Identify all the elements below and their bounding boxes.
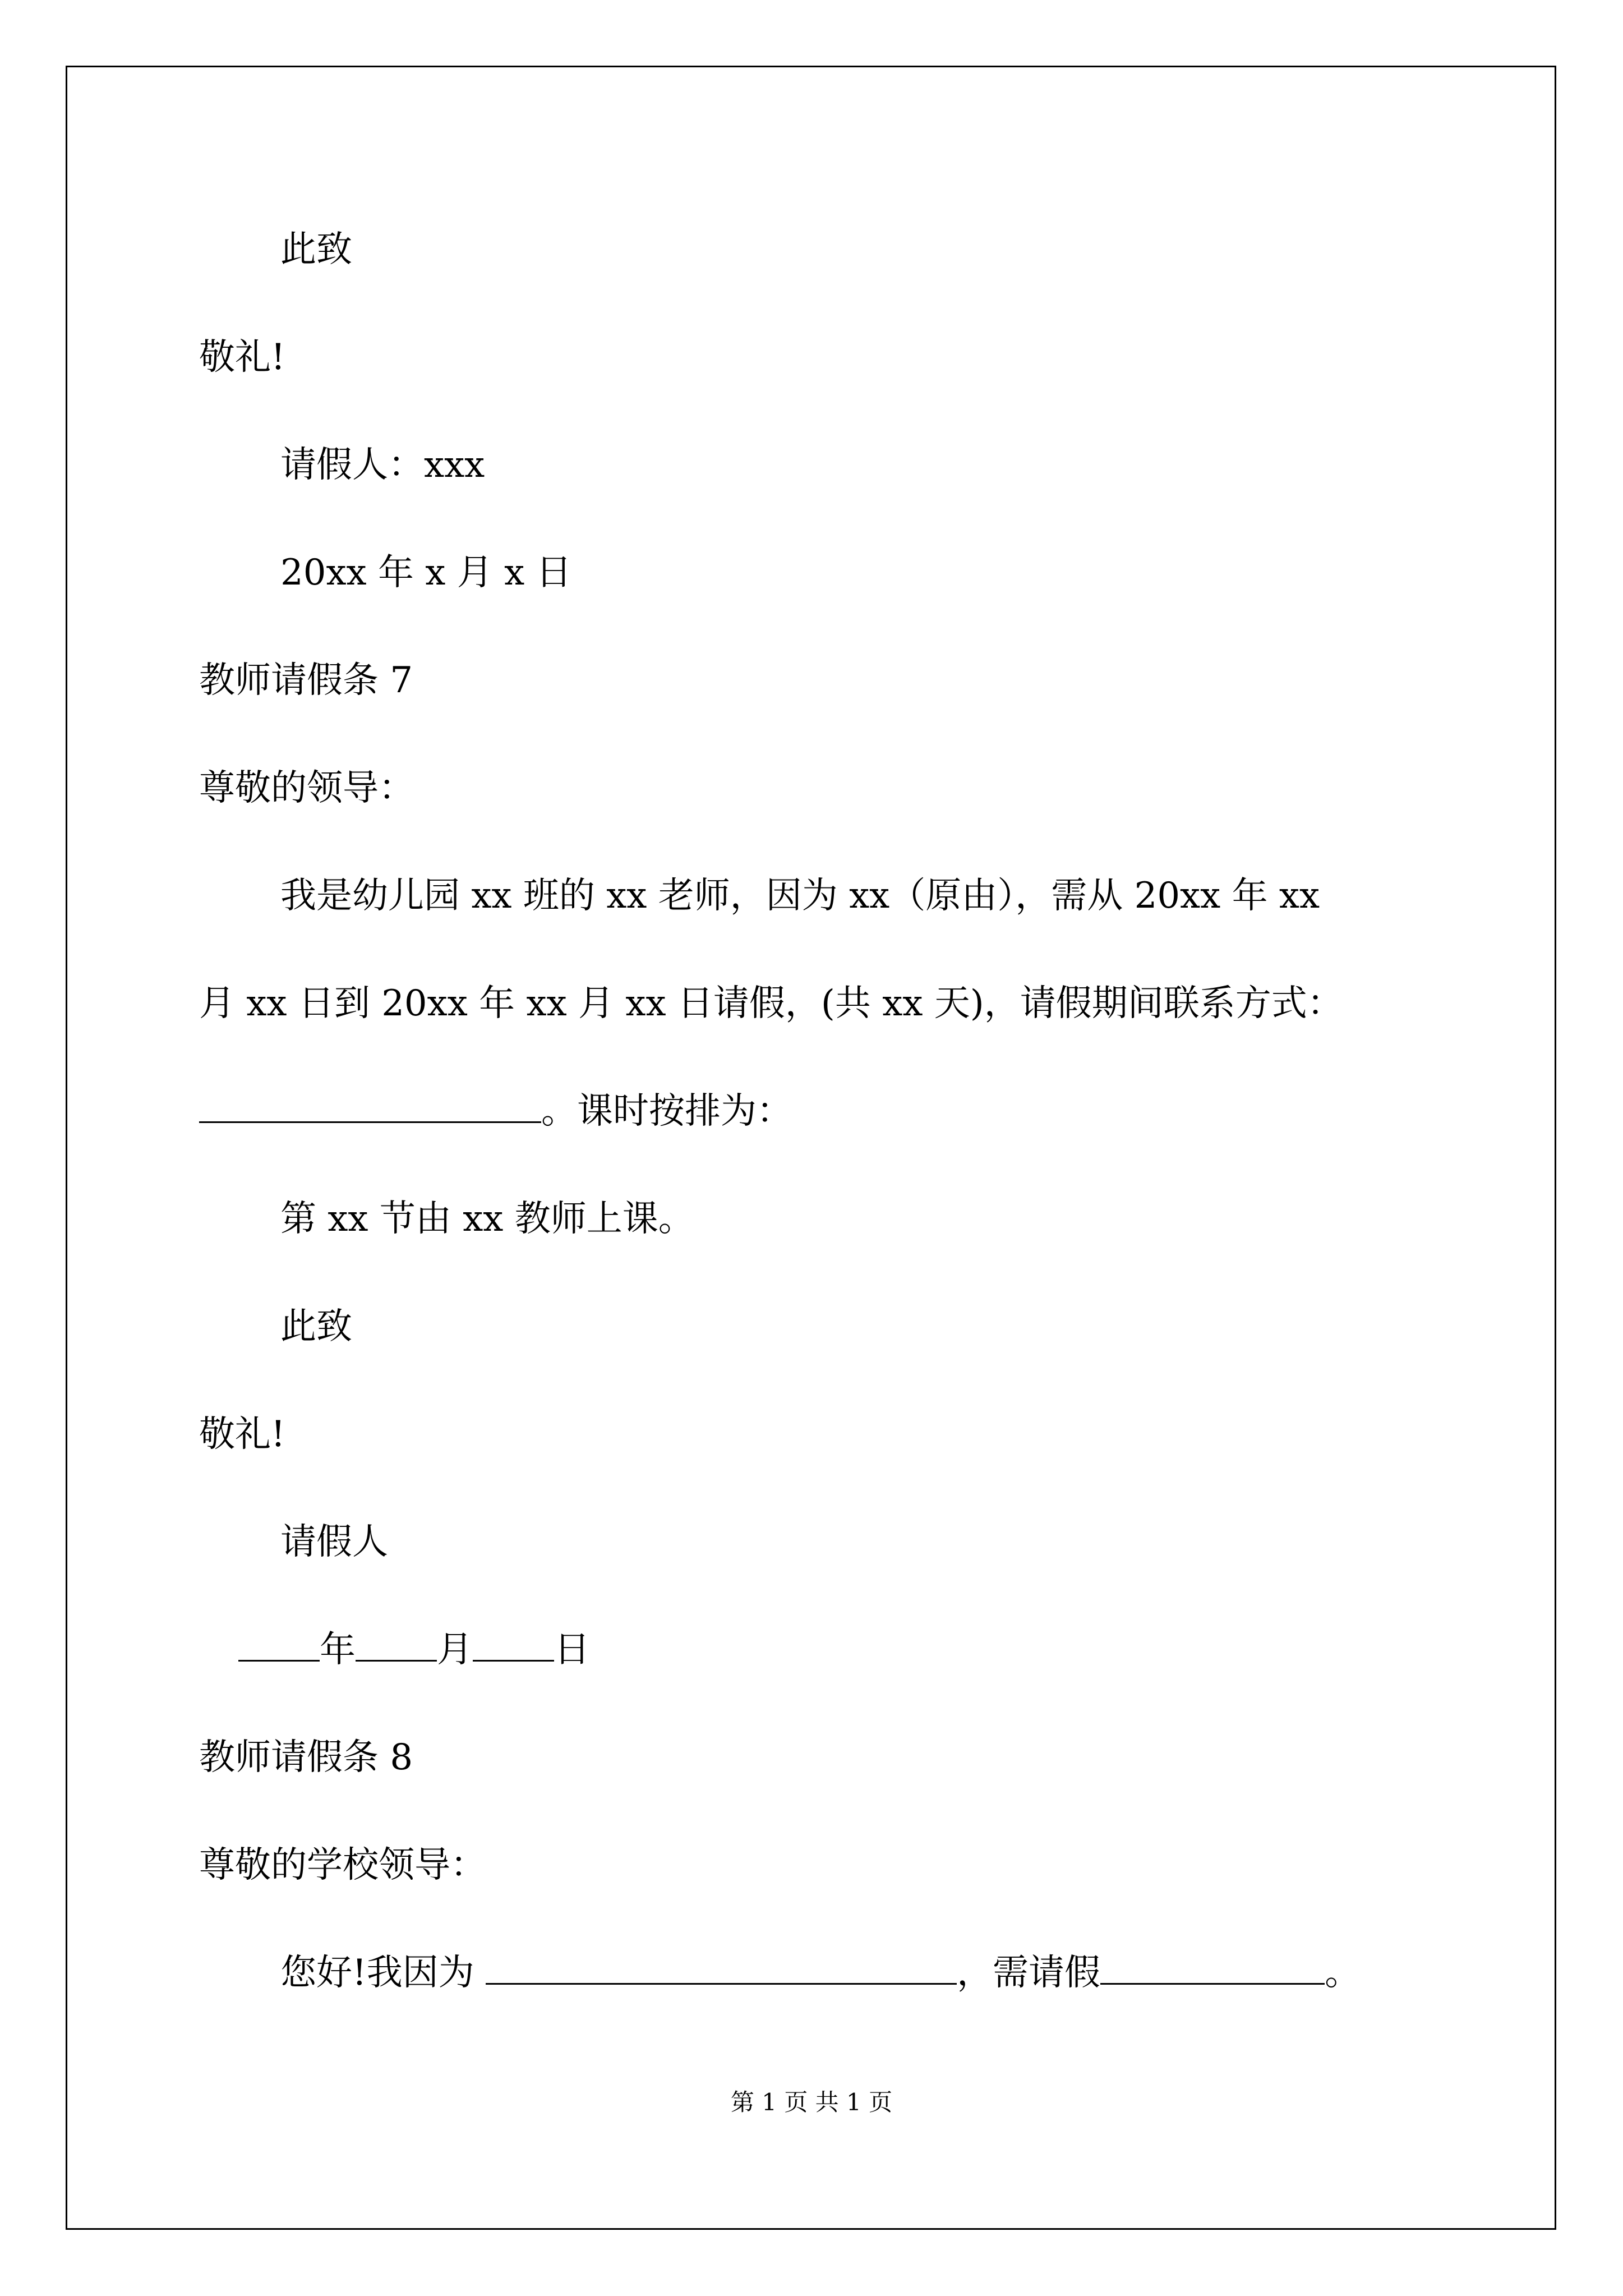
closing-cizhi: 此致 [280,229,352,270]
duration-blank [1100,1950,1325,1985]
section-title-8: 教师请假条 8 [199,1737,413,1778]
signature-requester: 请假人 [280,1521,388,1563]
contact-blank [199,1089,541,1123]
signature-date: 20xx 年 x 月 x 日 [280,552,572,593]
body-paragraph-line-1 [280,1950,1361,1995]
closing-cizhi: 此致 [280,1306,352,1347]
end-punctuation: 。 [1325,1952,1361,1994]
year-blank [238,1627,320,1662]
page-number-footer: 第 1 页 共 1 页 [730,2088,893,2116]
reason-blank [486,1950,957,1985]
section-title-7: 教师请假条 7 [199,660,413,701]
leave-duration-label: ，需请假 [957,1952,1101,1994]
schedule-detail: 第 xx 节由 xx 教师上课。 [280,1198,694,1240]
day-label: 日 [554,1629,590,1671]
month-label: 月 [437,1629,473,1671]
body-paragraph-line-3 [199,1089,792,1134]
closing-jingli: 敬礼! [199,1414,285,1455]
salutation: 尊敬的学校领导： [199,1844,486,1886]
day-blank [473,1627,554,1662]
signature-requester: 请假人：xxx [280,444,485,486]
greeting-reason-label: 您好!我因为 [280,1952,474,1994]
schedule-label: 。课时按排为： [541,1091,792,1132]
page-frame [66,66,1556,2230]
month-blank [356,1627,437,1662]
year-label: 年 [320,1629,356,1671]
closing-jingli: 敬礼! [199,337,285,378]
body-paragraph-line-1: 我是幼儿园 xx 班的 xx 老师，因为 xx（原由），需从 20xx 年 xx [280,875,1320,917]
salutation: 尊敬的领导： [199,767,414,809]
signature-date-blanks [238,1627,590,1672]
body-paragraph-line-2: 月 xx 日到 20xx 年 xx 月 xx 日请假，(共 xx 天)，请假期间联系方式： [199,983,1343,1024]
